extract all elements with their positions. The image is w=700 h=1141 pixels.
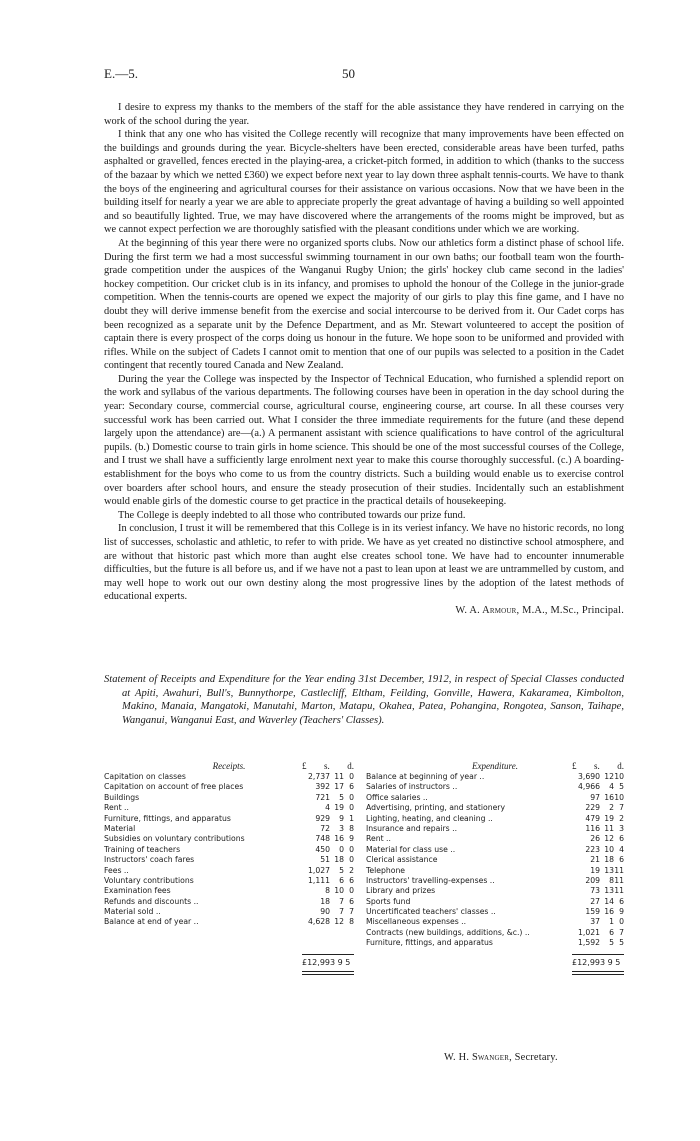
receipts-row — [104, 824, 354, 834]
pence: 2 — [349, 865, 354, 875]
pence: 11 — [614, 875, 624, 885]
pounds: 21 — [590, 855, 600, 865]
pence: 0 — [349, 844, 354, 854]
expenditure-label: Clerical assistance — [366, 855, 438, 865]
secretary-name: W. H. Swanger — [444, 1052, 510, 1063]
pence: 0 — [349, 772, 354, 781]
pence: 11 — [614, 886, 624, 896]
pence: 7 — [349, 907, 354, 917]
receipts-total-rule — [302, 954, 354, 955]
pounds: 223 — [585, 844, 600, 854]
pence: 6 — [619, 896, 624, 906]
pounds: 450 — [315, 844, 330, 854]
receipts-header — [104, 761, 354, 772]
receipts-label: Voluntary contributions — [104, 875, 194, 885]
expenditure-label: Rent .. — [366, 834, 391, 844]
pence: 0 — [619, 917, 624, 927]
pounds: 8 — [325, 886, 330, 896]
principal-name: W. A. Armour — [455, 604, 517, 616]
receipts-row — [104, 772, 354, 782]
pounds: 19 — [590, 865, 600, 875]
receipts-row — [104, 907, 354, 917]
pence: 9 — [619, 907, 624, 917]
principal-signature — [104, 604, 624, 618]
receipts-row — [104, 834, 354, 844]
receipts-row — [104, 876, 354, 886]
pounds: 929 — [315, 813, 330, 823]
receipts-label: Furniture, fittings, and apparatus — [104, 813, 231, 823]
pence: 0 — [349, 886, 354, 896]
pence: 5 — [619, 782, 624, 792]
pounds: 3,690 — [577, 772, 600, 781]
page-header — [104, 66, 624, 82]
paragraph: During the year the College was inspected by the Inspector of Technical Education, who furnished a splendid report on the work and syllabus of the various departments. The following courses have been in operation in the day school during the year: Secondary course, commercial course, agricultural course, engineering course, art course. In all these courses very successful work has been carried out. What I consider the three immediate requirements for the future (and these depend largely upon the attendance) are—(a.) A permanent assistant with science qualifications to have control of the agricultural pupils. (b.) Domestic course to train girls in home science. This should be one of the most successful courses of the College, and I trust we shall have a sufficiently large enrolment next year to make this course thoroughly successful. (c.) A boarding-establishment for the boys who come to us from the country districts. Such a building would enable us to exercise control over boarders after school hours, and ensure the steady prosecution of their studies. Incidentally such an establishment would enable girls of the domestic course to get practice in the practical details of housekeeping. — [104, 373, 624, 508]
money-heads: £ s. d. — [302, 761, 354, 771]
pounds: 2,737 — [307, 772, 330, 781]
expenditure-row — [366, 907, 624, 917]
paragraph: The College is deeply indebted to all those who contributed towards our prize fund. — [118, 509, 466, 521]
pounds: 4,628 — [307, 917, 330, 927]
receipts-label: Material sold .. — [104, 907, 161, 917]
shillings: 7 — [339, 896, 344, 906]
shillings: 5 — [609, 938, 614, 948]
expenditure-header — [366, 761, 624, 772]
pence: 6 — [349, 875, 354, 885]
pounds: 18 — [320, 896, 330, 906]
receipts-row — [104, 814, 354, 824]
pence: 3 — [619, 823, 624, 833]
shillings: 7 — [339, 907, 344, 917]
pence: 0 — [349, 855, 354, 865]
shillings: 4 — [609, 782, 614, 792]
pence: 10 — [614, 792, 624, 802]
receipts-total-double-rule — [302, 971, 354, 975]
receipts-label: Instructors' coach fares — [104, 855, 195, 865]
expenditure-label: Balance at beginning of year .. — [366, 772, 485, 781]
pounds: 721 — [315, 792, 330, 802]
pounds: 159 — [585, 907, 600, 917]
shillings: 10 — [334, 886, 344, 896]
expenditure-column — [366, 761, 624, 949]
pounds: 116 — [585, 823, 600, 833]
expenditure-label: Uncertificated teachers' classes .. — [366, 907, 496, 917]
receipts-label: Subsidies on voluntary contributions — [104, 834, 245, 844]
pounds: 97 — [590, 792, 600, 802]
expenditure-row — [366, 928, 624, 938]
shillings: 19 — [604, 813, 614, 823]
money-heads: £ s. d. — [572, 761, 624, 771]
receipts-row — [104, 866, 354, 876]
secretary-title: , Secretary. — [509, 1052, 558, 1063]
expenditure-label: Office salaries .. — [366, 792, 428, 802]
shillings: 18 — [334, 855, 344, 865]
expenditure-label: Advertising, printing, and stationery — [366, 803, 506, 813]
receipts-row — [104, 855, 354, 865]
pence: 4 — [619, 844, 624, 854]
pence: 0 — [349, 803, 354, 813]
shillings: 17 — [334, 782, 344, 792]
pence: 6 — [349, 782, 354, 792]
shillings: 13 — [604, 886, 614, 896]
shillings: 3 — [339, 823, 344, 833]
shillings: 13 — [604, 865, 614, 875]
expenditure-label: Contracts (new buildings, additions, &c.) .. — [366, 927, 530, 937]
page-number: 50 — [342, 66, 355, 81]
expenditure-row — [366, 834, 624, 844]
expenditure-row — [366, 938, 624, 948]
pounds: 90 — [320, 907, 330, 917]
pounds: 73 — [590, 886, 600, 896]
expenditure-label: Lighting, heating, and cleaning .. — [366, 813, 493, 823]
expenditure-label: Miscellaneous expenses .. — [366, 917, 467, 927]
shillings: 10 — [604, 844, 614, 854]
shillings: 0 — [339, 844, 344, 854]
expenditure-total: £12,993 9 5 — [572, 958, 621, 967]
pounds: 748 — [315, 834, 330, 844]
expenditure-label: Telephone — [366, 865, 406, 875]
shillings: 12 — [334, 917, 344, 927]
shillings: 16 — [334, 834, 344, 844]
pence: 7 — [619, 927, 624, 937]
receipts-label: Examination fees — [104, 886, 171, 896]
pounds: 51 — [320, 855, 330, 865]
shillings: 5 — [339, 865, 344, 875]
receipts-label: Training of teachers — [104, 844, 181, 854]
receipts-label: Balance at end of year .. — [104, 917, 199, 927]
pence: 1 — [349, 813, 354, 823]
receipts-column — [104, 761, 354, 928]
shillings: 2 — [609, 803, 614, 813]
shillings: 5 — [339, 792, 344, 802]
pounds: 209 — [585, 875, 600, 885]
shillings: 14 — [604, 896, 614, 906]
receipts-label: Rent .. — [104, 803, 129, 813]
expenditure-row — [366, 917, 624, 927]
receipts-label: Buildings — [104, 792, 140, 802]
expenditure-row — [366, 845, 624, 855]
pence: 0 — [349, 792, 354, 802]
shillings: 16 — [604, 792, 614, 802]
expenditure-row — [366, 814, 624, 824]
pounds: 27 — [590, 896, 600, 906]
expenditure-row — [366, 782, 624, 792]
shillings: 12 — [604, 772, 614, 781]
pounds: 1,111 — [307, 875, 330, 885]
pence: 9 — [349, 834, 354, 844]
paragraph: At the beginning of this year there were no organized sports clubs. Now our athletics form a distinct phase of school life. During the first term we had a most successful swimming tournament in our own baths; our football team won the fourth-grade competition under the auspices of the Wanganui Rugby Union; the girls' hockey club came second in the ladies' hockey competition. Our cricket club is in its infancy, and promises to uphold the honour of the College in the junior-grade competition. When the tennis-courts are opened we expect the majority of our girls to play this fine game, and I have no doubt they will derive immense benefit from the exercise and social intercourse to be derived from it. Our Cadet corps has been recognized as a separate unit by the Defence Department, and as Mr. Stewart volunteered to accept the position of captain there is every prospect of the corps doing us honour in the future. We hope soon to be uniformed and provided with rifles. While on the subject of Cadets I cannot omit to mention that one of our pupils was selected to a position in the Cadet contingent that recently toured Canada and New Zealand. — [104, 237, 624, 372]
pounds: 26 — [590, 834, 600, 844]
expenditure-label: Insurance and repairs .. — [366, 823, 458, 833]
receipts-row — [104, 897, 354, 907]
expenditure-row — [366, 772, 624, 782]
shillings: 11 — [604, 823, 614, 833]
expenditure-label: Sports fund — [366, 896, 411, 906]
expenditure-row — [366, 855, 624, 865]
expenditure-heading: Expenditure. — [472, 761, 518, 771]
paragraph: I think that any one who has visited the College recently will recognize that many improvements have been effected on the buildings and grounds during the year. Bicycle-shelters have been erected, considerable areas have been turfed, paths asphalted or gravelled, fences erected in the playing-area, a cricket-pitch formed, in addition to which (thanks to the success of the bazaar by which we netted £360) we expect before next year to lay down three asphalt tennis-courts. We have to thank the boys of the engineering and agricultural courses for their assistance on various occasions. Now that we have been in the building itself for nearly a year we are able to appreciate properly the great advantage of having a building so well appointed and so beautifully lighted. True, we may have discovered where the arrangements of the rooms might be improved, but as we cannot expect perfection we are thoroughly satisfied with the pleasant conditions under which we are working. — [104, 129, 624, 236]
paragraph: In conclusion, I trust it will be remembered that this College is in its veriest infancy. We have no historic records, no long list of successes, scholastic and athletic, to refer to with pride. We have as yet created no distinctive school atmosphere, and are without that historic past which more than aught else creates school tone. We have had to encounter innumerable difficulties, but the future is all before us, and if we have not a past to lean upon at least we are untrammelled by custom, and may well hope to work out our own destiny along the most progressive lines by the adoption of the latest methods of educational experts. — [104, 523, 624, 603]
expenditure-label: Instructors' travelling-expenses .. — [366, 875, 495, 885]
pence: 6 — [349, 896, 354, 906]
receipts-label: Capitation on account of free places — [104, 782, 244, 792]
pounds: 1,027 — [307, 865, 330, 875]
pence: 10 — [614, 772, 624, 781]
shillings: 19 — [334, 803, 344, 813]
expenditure-row — [366, 897, 624, 907]
shillings: 6 — [339, 875, 344, 885]
receipts-row — [104, 782, 354, 792]
receipts-row — [104, 917, 354, 927]
pounds: 392 — [315, 782, 330, 792]
expenditure-row — [366, 866, 624, 876]
shillings: 11 — [334, 772, 344, 781]
receipts-row — [104, 886, 354, 896]
receipts-row — [104, 803, 354, 813]
expenditure-row — [366, 824, 624, 834]
pence: 2 — [619, 813, 624, 823]
expenditure-row — [366, 803, 624, 813]
pounds: 4 — [325, 803, 330, 813]
expenditure-total-double-rule — [572, 971, 624, 975]
shillings: 12 — [604, 834, 614, 844]
pounds: 1,592 — [577, 938, 600, 948]
shillings: 18 — [604, 855, 614, 865]
shillings: 6 — [609, 927, 614, 937]
expenditure-label: Salaries of instructors .. — [366, 782, 458, 792]
pounds: 37 — [590, 917, 600, 927]
pounds: 1,021 — [577, 927, 600, 937]
receipts-total: £12,993 9 5 — [302, 958, 351, 967]
expenditure-row — [366, 886, 624, 896]
receipts-rows — [104, 772, 354, 928]
paragraph: I desire to express my thanks to the members of the staff for the able assistance they have rendered in carrying on the work of the school during the year. — [104, 102, 624, 127]
pounds: 72 — [320, 823, 330, 833]
expenditure-label: Library and prizes — [366, 886, 436, 896]
shillings: 8 — [609, 875, 614, 885]
receipts-label: Fees .. — [104, 865, 129, 875]
pence: 6 — [619, 855, 624, 865]
expenditure-label: Furniture, fittings, and apparatus — [366, 938, 493, 948]
pence: 7 — [619, 803, 624, 813]
pence: 8 — [349, 823, 354, 833]
expenditure-row — [366, 793, 624, 803]
receipts-row — [104, 845, 354, 855]
expenditure-rows — [366, 772, 624, 949]
pence: 11 — [614, 865, 624, 875]
pounds: 4,966 — [577, 782, 600, 792]
pounds: 229 — [585, 803, 600, 813]
pence: 8 — [349, 917, 354, 927]
expenditure-label: Material for class use .. — [366, 844, 456, 854]
shillings: 1 — [609, 917, 614, 927]
statement-title: Statement of Receipts and Expenditure for the Year ending 31st December, 1912, in respect of Special Classes conducted at Apiti, Awahuri, Bull's, Bunnythorpe, Castlecliff, Eltham, Feilding, Gonville, Hawera, Kakaramea, Kimbolton, Makino, Manaia, Mangatoki, Manutahi, Marton, Matapu, Okahea, Patea, Pohangina, Rongotea, Sanson, Taihape, Wanganui, Wanganui East, and Waverley (Teachers' Classes). — [104, 674, 624, 726]
receipts-label: Material — [104, 823, 136, 833]
expenditure-row — [366, 876, 624, 886]
principal-title: , M.A., M.Sc., Principal. — [516, 604, 624, 616]
report-body — [104, 101, 624, 618]
shillings: 16 — [604, 907, 614, 917]
pence: 5 — [619, 938, 624, 948]
receipts-heading: Receipts. — [212, 761, 246, 771]
receipts-label: Capitation on classes — [104, 772, 186, 781]
expenditure-total-rule — [572, 954, 624, 955]
receipts-label: Refunds and discounts .. — [104, 896, 199, 906]
secretary-signature — [444, 1052, 558, 1063]
pence: 6 — [619, 834, 624, 844]
receipts-row — [104, 793, 354, 803]
shillings: 9 — [339, 813, 344, 823]
report-reference: E.—5. — [104, 66, 138, 81]
pounds: 479 — [585, 813, 600, 823]
